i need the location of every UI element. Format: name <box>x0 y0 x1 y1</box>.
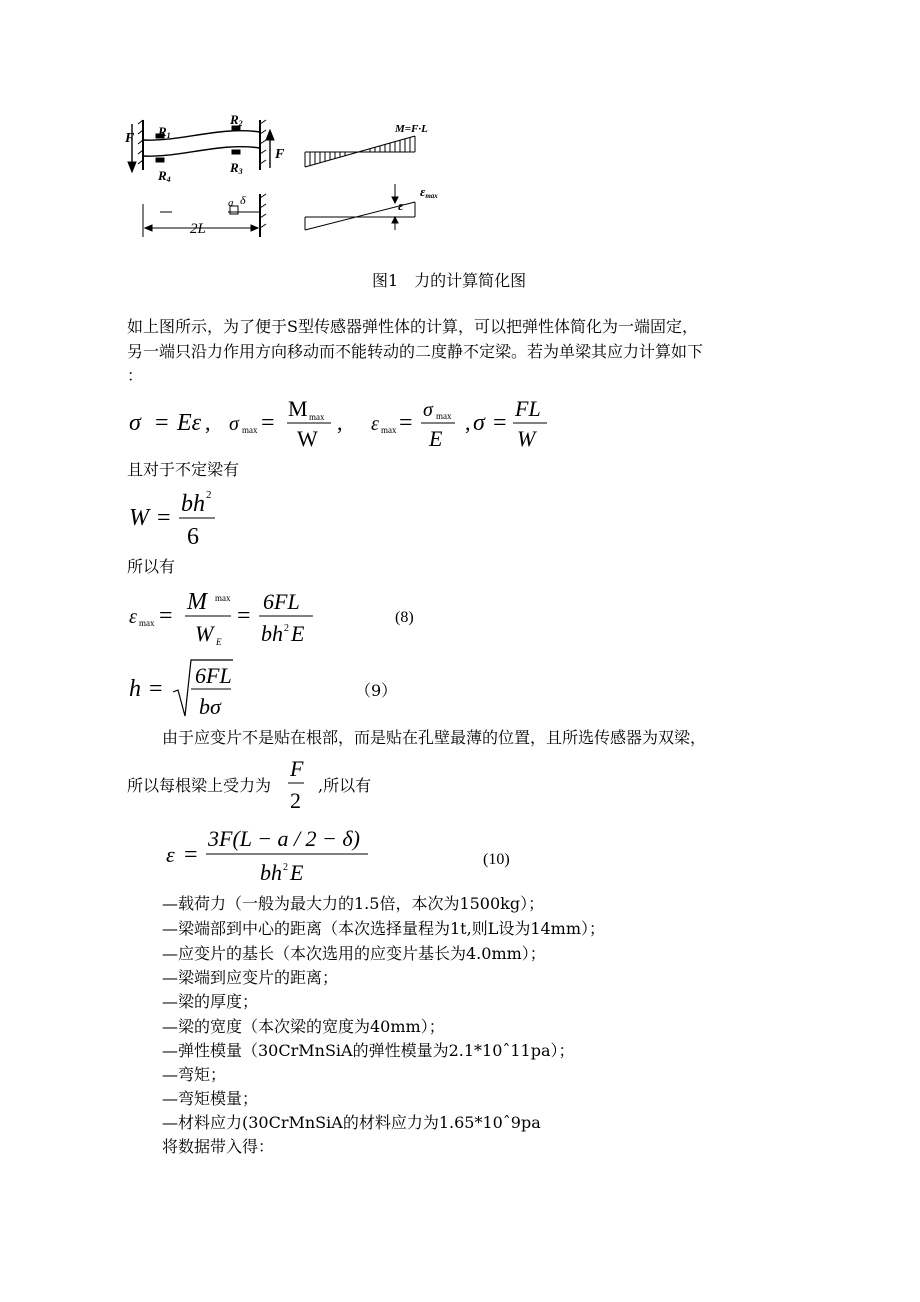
svg-text:6FL: 6FL <box>195 663 232 688</box>
therefore-line: 所以有 <box>127 557 176 576</box>
svg-text:W: W <box>297 426 318 451</box>
equation-10-number: (10) <box>483 851 510 868</box>
svg-text:ε: ε <box>166 842 175 867</box>
svg-text:M: M <box>187 589 207 615</box>
variable-item: —弹性模量（30CrMnSiA的弹性模量为2.1*10ˆ11pa）； <box>162 1041 575 1060</box>
r3-label: R3 <box>230 160 243 176</box>
svg-text:2: 2 <box>206 489 212 501</box>
svg-text:max: max <box>436 411 452 421</box>
svg-text:M: M <box>288 396 308 421</box>
force-label-right: F <box>275 147 285 162</box>
force-diagram-figure <box>120 112 450 242</box>
equation-8-number: (8) <box>395 609 414 626</box>
variable-item: —梁的宽度（本次梁的宽度为40mm）； <box>162 1017 445 1036</box>
svg-text:FL: FL <box>515 396 541 421</box>
svg-text:W: W <box>517 426 536 451</box>
paragraph-line: 由于应变片不是贴在根部，而是贴在孔壁最薄的位置，且所选传感器为双梁， <box>162 728 707 747</box>
svg-text:6FL: 6FL <box>263 589 300 614</box>
svg-text:=: = <box>184 842 198 868</box>
svg-text:h: h <box>129 676 141 702</box>
svg-text:ε: ε <box>129 606 137 628</box>
paragraph-line: ： <box>127 366 144 385</box>
eps-max-label: εmax <box>420 184 438 200</box>
svg-text:bσ: bσ <box>199 694 221 719</box>
svg-text:=: = <box>237 603 251 629</box>
paragraph-line: 如上图所示，为了便于S型传感器弹性体的计算，可以把弹性体简化为一端固定， <box>127 317 698 336</box>
paragraph-line: 另一端只沿力作用方向移动而不能转动的二度静不定梁。若为单梁其应力计算如下 <box>127 342 704 361</box>
svg-text:ε: ε <box>371 413 379 435</box>
closing-line: 将数据带入得： <box>162 1137 275 1156</box>
svg-text:2: 2 <box>284 623 289 634</box>
variable-item: —应变片的基长（本次选用的应变片基长为4.0mm）； <box>162 944 546 963</box>
svg-text:max: max <box>381 425 397 435</box>
svg-text:F: F <box>290 756 304 781</box>
equation-9 <box>125 656 245 722</box>
equation-8 <box>125 583 325 649</box>
svg-text:W: W <box>129 505 149 531</box>
equation-9-number: （9） <box>355 681 398 700</box>
svg-text:bh: bh <box>181 491 205 517</box>
svg-text:E: E <box>216 637 222 647</box>
equation-10 <box>160 820 380 888</box>
svg-text:bh: bh <box>260 860 282 885</box>
stress-equations <box>125 392 555 454</box>
svg-text:2: 2 <box>290 788 301 813</box>
force-label-left: F <box>125 131 135 146</box>
svg-text:6: 6 <box>187 524 199 550</box>
svg-text:=: = <box>155 410 169 436</box>
svg-text:E: E <box>290 860 304 885</box>
eps-label: ε <box>398 198 404 213</box>
svg-text:=: = <box>261 410 275 436</box>
svg-text:2: 2 <box>283 862 288 873</box>
svg-text:=: = <box>159 603 173 629</box>
variable-item: —材料应力(30CrMnSiA的材料应力为1.65*10ˆ9pa <box>162 1113 541 1132</box>
r4-label: R4 <box>158 168 171 184</box>
moment-label: M=F·L <box>395 123 428 135</box>
paragraph-line: ,所以有 <box>318 776 372 795</box>
variable-item: —梁端到应变片的距离； <box>162 968 339 987</box>
a-label: a <box>228 197 234 209</box>
svg-text:max: max <box>242 425 258 435</box>
svg-text:σ: σ <box>423 399 433 421</box>
variable-item: —梁端部到中心的距离（本次选择量程为1t,则L设为14mm）； <box>162 919 606 938</box>
svg-text:σ: σ <box>229 413 239 435</box>
svg-text:σ: σ <box>129 410 141 436</box>
figure-caption: 图1 力的计算简化图 <box>372 271 527 290</box>
svg-text:max: max <box>215 593 231 603</box>
uncertain-beam-line: 且对于不定梁有 <box>127 460 240 479</box>
half-force-fraction <box>270 752 318 814</box>
moment-diagram <box>305 136 415 167</box>
svg-text:Eε: Eε <box>177 410 202 436</box>
variable-item: —弯矩模量； <box>162 1089 259 1108</box>
svg-text:E: E <box>291 621 305 646</box>
svg-text:=: = <box>399 410 413 436</box>
svg-text:bh: bh <box>261 621 283 646</box>
paragraph-line: 所以每根梁上受力为 <box>127 776 272 795</box>
variable-item: —梁的厚度； <box>162 992 259 1011</box>
svg-text:,: , <box>337 410 343 435</box>
variable-item: —弯矩； <box>162 1065 227 1084</box>
r1-label: R1 <box>158 124 171 140</box>
svg-text:,: , <box>205 410 211 435</box>
svg-text:max: max <box>139 618 155 628</box>
delta-label: δ <box>240 193 246 207</box>
svg-text:W: W <box>195 621 214 646</box>
section-modulus-equation <box>125 484 225 550</box>
beam-diagram <box>128 120 274 172</box>
svg-text:max: max <box>309 412 325 422</box>
svg-text:=: = <box>493 410 507 436</box>
svg-text:3F(L − a / 2 − δ): 3F(L − a / 2 − δ) <box>208 826 360 851</box>
svg-text:E: E <box>429 426 443 451</box>
svg-text:σ: σ <box>473 410 485 436</box>
r2-label: R2 <box>230 112 243 128</box>
svg-text:=: = <box>157 505 171 531</box>
svg-text:,: , <box>465 410 471 435</box>
variable-item: —载荷力（一般为最大力的1.5倍，本次为1500kg）； <box>162 894 545 913</box>
two-l-label: 2L <box>190 221 206 237</box>
svg-text:=: = <box>149 676 163 702</box>
